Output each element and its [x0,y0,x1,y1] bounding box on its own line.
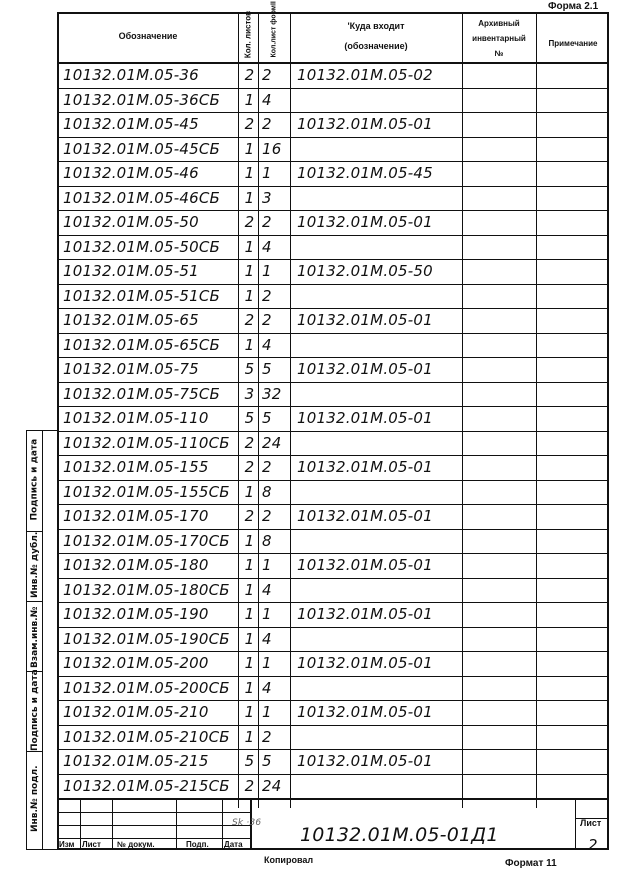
header-archive-2: инвентарный [472,34,526,43]
table-row [57,161,609,186]
row-rule [57,602,609,603]
row-rule [57,651,609,652]
row-rule [57,284,609,285]
row-rule [57,725,609,726]
qty-cell: 1 [244,286,255,305]
vzam-inv-label: Взам.инв.№ [30,606,40,668]
izm-label: Изм [59,840,75,849]
table-row [57,676,609,701]
designation-cell: 10132.01M.05-180CБ [63,580,230,599]
sheets-cell: 1 [262,605,272,623]
sign-date-bottom-label: Подпись и дата [30,669,40,751]
qty-cell: 1 [244,556,255,574]
table-row [57,284,609,309]
qty-cell: 2 [244,66,255,84]
table-row [57,186,609,211]
designation-cell: 10132.01M.05-155CБ [63,482,230,501]
sheets-cell: 5 [262,752,272,770]
row-rule [57,186,609,187]
sheets-cell: 4 [262,237,272,256]
header-where-used-2: (обозначение) [344,41,408,51]
table-row [57,553,609,578]
where-used-cell: 10132.01M.05-01 [297,654,433,672]
sheets-cell: 4 [262,90,272,109]
qty-cell: 5 [244,752,255,770]
title-block-rule [57,798,609,800]
qty-cell: 2 [244,115,255,133]
designation-cell: 10132.01M.05-180 [63,556,209,574]
qty-cell: 2 [244,213,255,231]
row-rule [57,210,609,211]
header-qty-sheets: Кол. листов [243,10,253,59]
row-rule [57,504,609,505]
where-used-cell: 10132.01M.05-01 [297,556,433,574]
qty-cell: 1 [244,580,255,599]
inv-podl-label: Инв.№ подл. [30,765,40,832]
sheets-cell: 1 [262,164,272,182]
table-row [57,431,609,456]
sheets-cell: 8 [262,531,272,550]
sheets-cell: 1 [262,556,272,574]
row-rule [57,259,609,260]
designation-cell: 10132.01M.05-65 [63,311,199,329]
row-rule [57,553,609,554]
where-used-cell: 10132.01M.05-50 [297,262,433,280]
designation-cell: 10132.01M.05-36CБ [63,90,221,109]
designation-cell: 10132.01M.05-75CБ [63,384,221,403]
table-row [57,308,609,333]
sheets-cell: 2 [262,727,272,746]
table-row [57,382,609,407]
qty-cell: 1 [244,727,255,746]
qty-cell: 1 [244,262,255,280]
form-label: Форма 2.1 [548,1,599,12]
where-used-cell: 10132.01M.05-01 [297,507,433,525]
row-rule [57,406,609,407]
row-rule [57,700,609,701]
sheets-cell: 2 [262,286,272,305]
sheets-cell: 1 [262,262,272,280]
table-row [57,627,609,652]
table-row [57,259,609,284]
row-rule [57,112,609,113]
sheets-cell: 4 [262,629,272,648]
sheets-cell: 24 [262,776,282,795]
where-used-cell: 10132.01M.05-45 [297,164,433,182]
where-used-cell: 10132.01M.05-01 [297,360,433,378]
sheets-cell: 5 [262,409,272,427]
sheets-cell: 2 [262,66,272,84]
designation-cell: 10132.01M.05-65CБ [63,335,221,354]
row-rule [57,382,609,383]
left-margin-labels [26,430,43,850]
qty-cell: 2 [244,507,255,525]
qty-cell: 5 [244,409,255,427]
where-used-cell: 10132.01M.05-01 [297,605,433,623]
designation-cell: 10132.01M.05-110CБ [63,433,230,452]
where-used-cell: 10132.01M.05-01 [297,115,433,133]
header-designation: Обозначение [118,31,178,41]
designation-cell: 10132.01M.05-215CБ [63,776,230,795]
sheets-cell: 1 [262,654,272,672]
designation-cell: 10132.01M.05-46 [63,164,199,182]
qty-cell: 1 [244,654,255,672]
sheets-cell: 8 [262,482,272,501]
table-row [57,455,609,480]
table-row [57,529,609,554]
sheets-cell: 2 [262,458,272,476]
table-row [57,725,609,750]
table-row [57,578,609,603]
sheets-cell: 5 [262,360,272,378]
table-row [57,749,609,774]
table-row [57,63,609,88]
sheets-cell: 4 [262,678,272,697]
table-row [57,112,609,137]
table-row [57,235,609,260]
table-row [57,651,609,676]
qty-cell: 1 [244,531,255,550]
qty-cell: 1 [244,335,255,354]
designation-cell: 10132.01M.05-51 [63,262,199,280]
document-number: 10132.01M.05-01Д1 [300,824,499,846]
designation-cell: 10132.01M.05-45 [63,115,199,133]
table-row [57,333,609,358]
designation-cell: 10132.01M.05-170 [63,507,209,525]
where-used-cell: 10132.01M.05-01 [297,752,433,770]
table-row [57,357,609,382]
designation-cell: 10132.01M.05-210 [63,703,209,721]
header-where-used-1: 'Куда входит [347,21,405,31]
row-rule [57,137,609,138]
qty-cell: 1 [244,90,255,109]
header-qty-sheets-format: Кол.лист формII [270,1,278,58]
designation-cell: 10132.01M.05-170CБ [63,531,230,550]
qty-cell: 2 [244,458,255,476]
header-archive-1: Архивный [478,19,520,28]
qty-cell: 2 [244,433,255,452]
copied-by-label: Копировал [264,855,314,865]
designation-cell: 10132.01M.05-46CБ [63,188,221,207]
list-label: Лист [82,840,101,849]
designation-cell: 10132.01M.05-36 [63,66,199,84]
row-rule [57,431,609,432]
where-used-cell: 10132.01M.05-01 [297,409,433,427]
header-archive-3: № [494,49,504,58]
row-rule [57,480,609,481]
left-margin-blank [43,430,57,850]
designation-cell: 10132.01M.05-45CБ [63,139,221,158]
sheets-cell: 2 [262,311,272,329]
sheet-number: 2 [588,836,598,854]
designation-cell: 10132.01M.05-200CБ [63,678,230,697]
qty-cell: 1 [244,237,255,256]
table-row [57,210,609,235]
sheets-cell: 2 [262,115,272,133]
row-rule [57,749,609,750]
sheets-cell: 4 [262,580,272,599]
row-rule [57,529,609,530]
where-used-cell: 10132.01M.05-02 [297,66,433,84]
data-label: Дата [224,840,243,849]
podp-label: Подп. [186,840,209,849]
where-used-cell: 10132.01M.05-01 [297,213,433,231]
designation-cell: 10132.01M.05-190 [63,605,209,623]
sheets-cell: 4 [262,335,272,354]
where-used-cell: 10132.01M.05-01 [297,311,433,329]
table-row [57,406,609,431]
sheets-cell: 3 [262,188,272,207]
row-rule [57,235,609,236]
table-row [57,137,609,162]
qty-cell: 2 [244,776,255,795]
qty-cell: 2 [244,311,255,329]
designation-cell: 10132.01M.05-50CБ [63,237,221,256]
row-rule [57,333,609,334]
where-used-cell: 10132.01M.05-01 [297,458,433,476]
row-rule [57,308,609,309]
sheets-cell: 2 [262,507,272,525]
doc-no-label: № докум. [117,840,155,849]
row-rule [57,774,609,775]
qty-cell: 1 [244,188,255,207]
designation-cell: 10132.01M.05-50 [63,213,199,231]
row-rule [57,357,609,358]
designation-cell: 10132.01M.05-200 [63,654,209,672]
designation-cell: 10132.01M.05-190CБ [63,629,230,648]
designation-cell: 10132.01M.05-155 [63,458,209,476]
sheets-cell: 1 [262,703,272,721]
qty-cell: 1 [244,482,255,501]
sheets-cell: 2 [262,213,272,231]
qty-cell: 1 [244,703,255,721]
table-row [57,774,609,799]
qty-cell: 5 [244,360,255,378]
designation-cell: 10132.01M.05-51CБ [63,286,221,305]
table-row [57,602,609,627]
sheets-cell: 16 [262,139,282,158]
format-label: Формат 11 [505,858,557,869]
row-rule [57,627,609,628]
qty-cell: 1 [244,678,255,697]
qty-cell: 1 [244,629,255,648]
qty-cell: 1 [244,139,255,158]
table-row [57,88,609,113]
inv-dubl-label: Инв.№ дубл. [30,531,40,598]
table-row [57,480,609,505]
sheet-label: Лист [580,818,602,828]
table-row [57,700,609,725]
stamp-mark: Sk ·36 [232,818,262,828]
row-rule [57,455,609,456]
where-used-cell: 10132.01M.05-01 [297,703,433,721]
qty-cell: 3 [244,384,255,403]
designation-cell: 10132.01M.05-215 [63,752,209,770]
designation-cell: 10132.01M.05-210CБ [63,727,230,746]
row-rule [57,578,609,579]
row-rule [57,88,609,89]
table-row [57,504,609,529]
row-rule [57,676,609,677]
sheets-cell: 32 [262,384,282,403]
sheets-cell: 24 [262,433,282,452]
qty-cell: 1 [244,605,255,623]
header-note: Примечание [548,39,598,48]
sign-date-top-label: Подпись и дата [29,438,40,521]
designation-cell: 10132.01M.05-75 [63,360,199,378]
designation-cell: 10132.01M.05-110 [63,409,209,427]
qty-cell: 1 [244,164,255,182]
row-rule [57,161,609,162]
